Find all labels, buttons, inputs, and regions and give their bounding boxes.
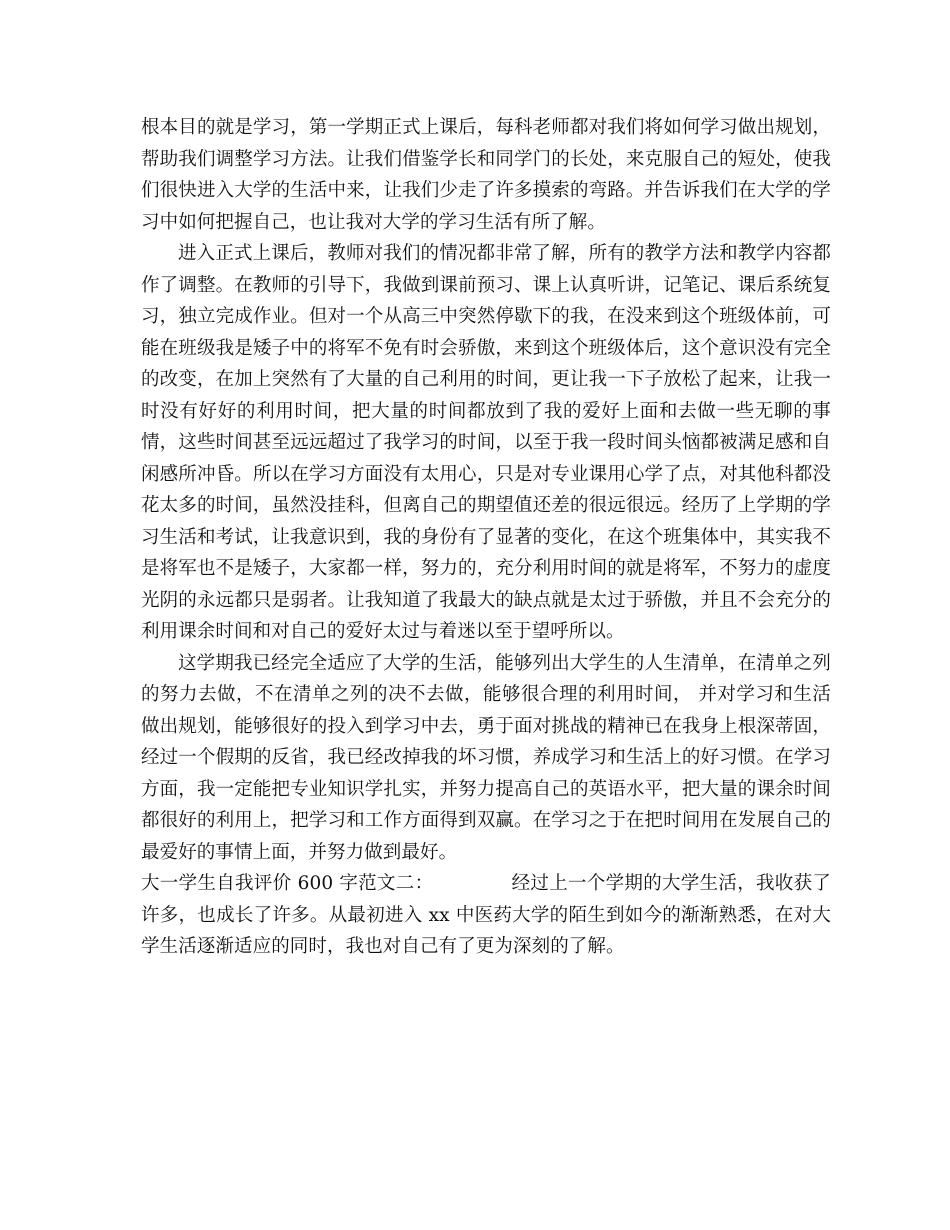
document-body — [141, 112, 831, 963]
paragraph-3: 这学期我已经完全适应了大学的生活，能够列出大学生的人生清单，在清单之列的努力去做，不在清单之列的决不去做，能够很合理的利用时间， 并对学习和生活做出规划，能够很好的投入到学习中去，勇于面对挑战的精神已在我身上根深蒂固，经过一个假期的反省，我已经改掉我的坏习惯，养成学习和生活上的好习惯。在学习方面，我一定能把专业知识学扎实，并努力提高自己的英语水平，把大量的课余时间都很好的利用上，把学习和工作方面得到双赢。在学习之于在把时间用在发展自己的最爱好的事情上面，并努力做到最好。 — [141, 652, 831, 863]
section-paragraph — [141, 868, 831, 963]
paragraph-2: 进入正式上课后，教师对我们的情况都非常了解，所有的教学方法和教学内容都作了调整。在教师的引导下，我做到课前预习、课上认真听讲，记笔记、课后系统复习，独立完成作业。但对一个从高三中突然停歇下的我，在没来到这个班级体前，可能在班级我是矮子中的将军不免有时会骄傲，来到这个班级体后，这个意识没有完全的改变，在加上突然有了大量的自己利用的时间，更让我一下子放松了起来，让我一时没有好好的利用时间，把大量的时间都放到了我的爱好上面和去做一些无聊的事情，这些时间甚至远远超过了我学习的时间，以至于我一段时间头恼都被满足感和自闲感所冲昏。所以在学习方面没有太用心，只是对专业课用心学了点，对其他科都没花太多的时间，虽然没挂科，但离自己的期望值还差的很远很远。经历了上学期的学习生活和考试，让我意识到，我的身份有了显著的变化，在这个班集体中，其实我不是将军也不是矮子，大家都一样，努力的，充分利用时间的就是将军，不努力的虚度光阴的永远都只是弱者。让我知道了我最大的缺点就是太过于骄傲，并且不会充分的利用课余时间和对自己的爱好太过与着迷以至于望呼所以。 — [141, 243, 831, 642]
section-title: 大一学生自我评价 600 字范文二： — [141, 873, 434, 894]
paragraph-1: 根本目的就是学习，第一学期正式上课后，每科老师都对我们将如何学习做出规划，帮助我们调整学习方法。让我们借鉴学长和同学门的长处，来克服自己的短处，使我们很快进入大学的生活中来，让我们少走了许多摸索的弯路。并告诉我们在大学的学习中如何把握自己，也让我对大学的学习生活有所了解。 — [141, 117, 831, 233]
section-text: 经过上一个学期的大学生活，我收获了许多，也成长了许多。从最初进入 xx 中医药大学的陌生到如今的渐渐熟悉，在对大学生活逐渐适应的同时，我也对自己有了更为深刻的了解。 — [141, 873, 832, 957]
